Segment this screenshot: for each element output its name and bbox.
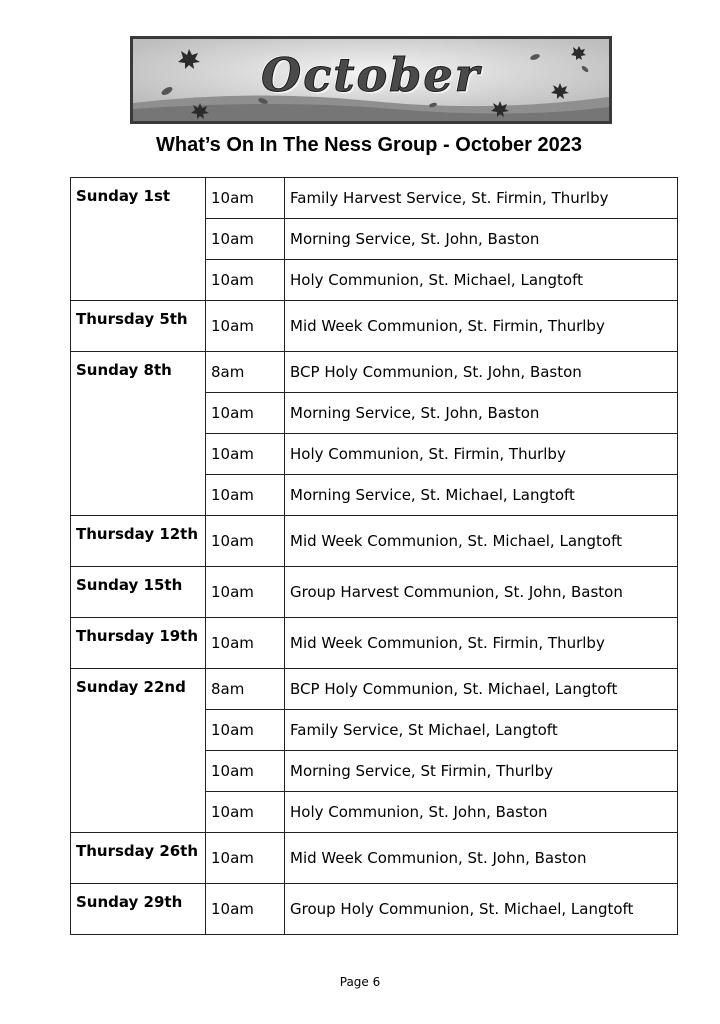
service-cell: Morning Service, St. Michael, Langtoft xyxy=(285,475,678,516)
service-cell: Mid Week Communion, St. Michael, Langtoft xyxy=(285,516,678,567)
day-cell: Thursday 12th xyxy=(71,516,206,567)
day-cell: Sunday 22nd xyxy=(71,669,206,833)
table-row xyxy=(71,833,678,884)
service-cell: Group Harvest Communion, St. John, Baston xyxy=(285,567,678,618)
time-cell: 10am xyxy=(206,516,285,567)
day-cell: Sunday 29th xyxy=(71,884,206,935)
service-cell: Holy Communion, St. John, Baston xyxy=(285,792,678,833)
day-cell: Thursday 26th xyxy=(71,833,206,884)
service-cell: BCP Holy Communion, St. John, Baston xyxy=(285,352,678,393)
table-row xyxy=(71,567,678,618)
service-cell: Holy Communion, St. Michael, Langtoft xyxy=(285,260,678,301)
day-cell: Sunday 15th xyxy=(71,567,206,618)
service-cell: Morning Service, St. John, Baston xyxy=(285,393,678,434)
time-cell: 10am xyxy=(206,792,285,833)
table-row xyxy=(71,884,678,935)
service-cell: Morning Service, St. John, Baston xyxy=(285,219,678,260)
day-cell: Sunday 1st xyxy=(71,178,206,301)
time-cell: 10am xyxy=(206,710,285,751)
service-cell: Family Harvest Service, St. Firmin, Thurlby xyxy=(285,178,678,219)
day-cell: Thursday 19th xyxy=(71,618,206,669)
time-cell: 10am xyxy=(206,434,285,475)
service-cell: Mid Week Communion, St. John, Baston xyxy=(285,833,678,884)
service-cell: Mid Week Communion, St. Firmin, Thurlby xyxy=(285,301,678,352)
time-cell: 8am xyxy=(206,669,285,710)
services-schedule-table xyxy=(70,177,678,935)
service-cell: Family Service, St Michael, Langtoft xyxy=(285,710,678,751)
time-cell: 8am xyxy=(206,352,285,393)
table-row xyxy=(71,516,678,567)
time-cell: 10am xyxy=(206,567,285,618)
time-cell: 10am xyxy=(206,618,285,669)
time-cell: 10am xyxy=(206,833,285,884)
day-cell: Sunday 8th xyxy=(71,352,206,516)
time-cell: 10am xyxy=(206,393,285,434)
page-number: Page 6 xyxy=(339,975,381,989)
page-title: What’s On In The Ness Group - October 2023 xyxy=(155,134,582,156)
service-cell: Mid Week Communion, St. Firmin, Thurlby xyxy=(285,618,678,669)
service-cell: Group Holy Communion, St. Michael, Langtoft xyxy=(285,884,678,935)
time-cell: 10am xyxy=(206,751,285,792)
time-cell: 10am xyxy=(206,260,285,301)
banner-title: October xyxy=(261,48,481,102)
time-cell: 10am xyxy=(206,301,285,352)
service-cell: Morning Service, St Firmin, Thurlby xyxy=(285,751,678,792)
service-cell: Holy Communion, St. Firmin, Thurlby xyxy=(285,434,678,475)
table-row xyxy=(71,178,678,219)
day-cell: Thursday 5th xyxy=(71,301,206,352)
table-row xyxy=(71,669,678,710)
service-cell: BCP Holy Communion, St. Michael, Langtoft xyxy=(285,669,678,710)
time-cell: 10am xyxy=(206,884,285,935)
time-cell: 10am xyxy=(206,178,285,219)
october-banner xyxy=(130,36,612,124)
table-row xyxy=(71,301,678,352)
table-row xyxy=(71,618,678,669)
table-row xyxy=(71,352,678,393)
time-cell: 10am xyxy=(206,475,285,516)
time-cell: 10am xyxy=(206,219,285,260)
